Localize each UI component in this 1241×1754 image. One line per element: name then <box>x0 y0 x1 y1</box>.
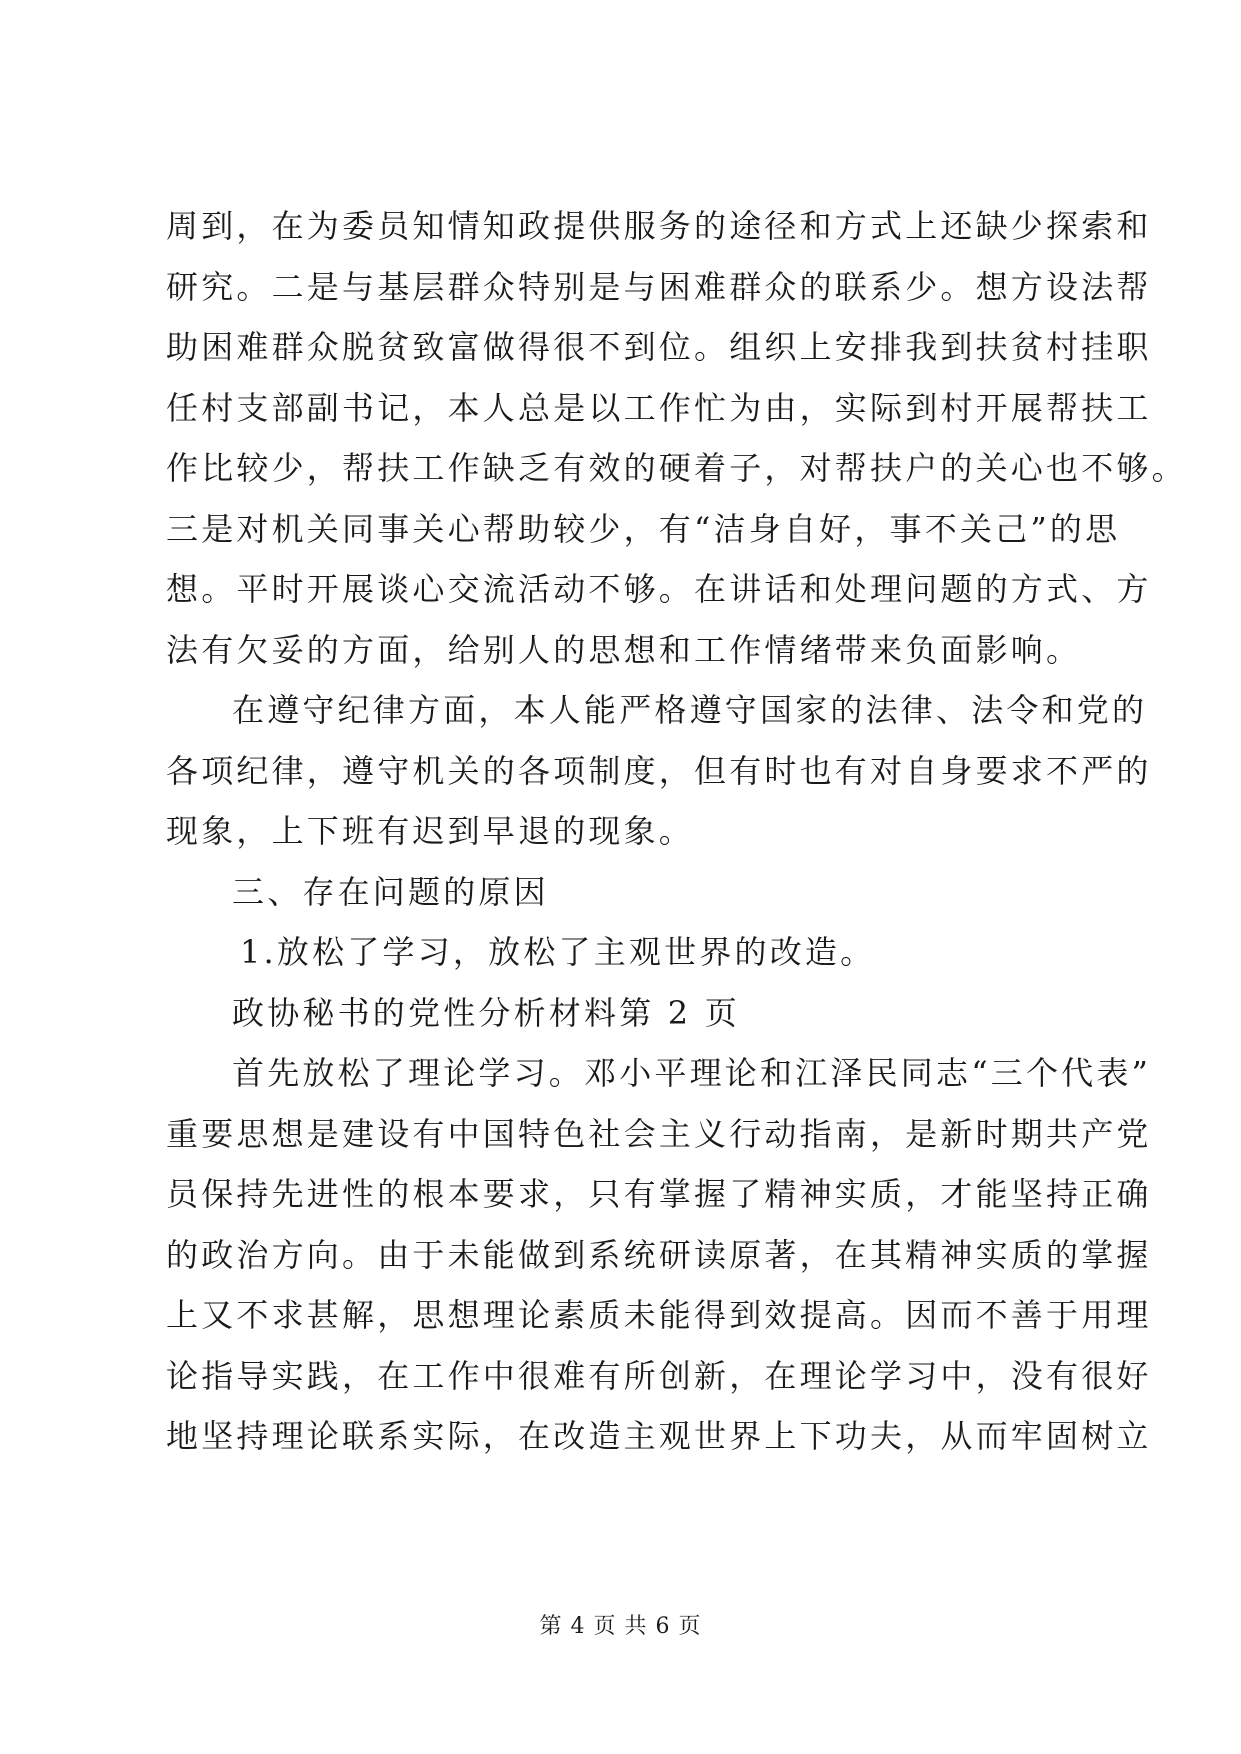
text-line: 研究。二是与基层群众特别是与困难群众的联系少。想方设法帮 <box>166 267 1152 306</box>
text-line: 地坚持理论联系实际，在改造主观世界上下功夫，从而牢固树立 <box>166 1417 1152 1455</box>
text-line: 员保持先进性的根本要求，只有掌握了精神实质，才能坚持正确 <box>166 1175 1152 1213</box>
document-body <box>166 196 1187 1467</box>
paragraph-start-line: 在遵守纪律方面，本人能严格遵守国家的法律、法令和党的 <box>232 691 1148 729</box>
text-line: 上又不求甚解，思想理论素质未能得到效提高。因而不善于用理 <box>166 1296 1152 1334</box>
text-line: 作比较少，帮扶工作缺乏有效的硬着子，对帮扶户的关心也不够。 <box>166 449 1187 487</box>
text-line: 现象，上下班有迟到早退的现象。 <box>166 812 695 850</box>
text-line: 三是对机关同事关心帮助较少，有“洁身自好，事不关己”的思 <box>166 509 1121 548</box>
paragraph-start-line: 首先放松了理论学习。邓小平理论和江泽民同志“三个代表” <box>232 1054 1152 1092</box>
text-line: 助困难群众脱贫致富做得很不到位。组织上安排我到扶贫村挂职 <box>166 328 1152 366</box>
text-line: 各项纪律，遵守机关的各项制度，但有时也有对自身要求不严的 <box>166 751 1152 790</box>
page-footer: 第 4 页 共 6 页 <box>539 1614 702 1639</box>
text-line: 重要思想是建设有中国特色社会主义行动指南，是新时期共产党 <box>166 1114 1152 1153</box>
text-line: 论指导实践，在工作中很难有所创新，在理论学习中，没有很好 <box>166 1356 1152 1395</box>
text-line: 法有欠妥的方面，给别人的思想和工作情绪带来负面影响。 <box>166 630 1082 669</box>
page-title-note: 政协秘书的党性分析材料第 2 页 <box>232 993 740 1032</box>
text-line: 想。平时开展谈心交流活动不够。在讲话和处理问题的方式、方 <box>166 570 1152 608</box>
numbered-item: 1.放松了学习，放松了主观世界的改造。 <box>240 933 876 971</box>
text-line: 周到，在为委员知情知政提供服务的途径和方式上还缺少探索和 <box>166 207 1152 245</box>
section-heading: 三、存在问题的原因 <box>232 872 549 911</box>
text-line: 任村支部副书记，本人总是以工作忙为由，实际到村开展帮扶工 <box>166 388 1152 427</box>
text-line: 的政治方向。由于未能做到系统研读原著，在其精神实质的掌握 <box>166 1235 1152 1274</box>
